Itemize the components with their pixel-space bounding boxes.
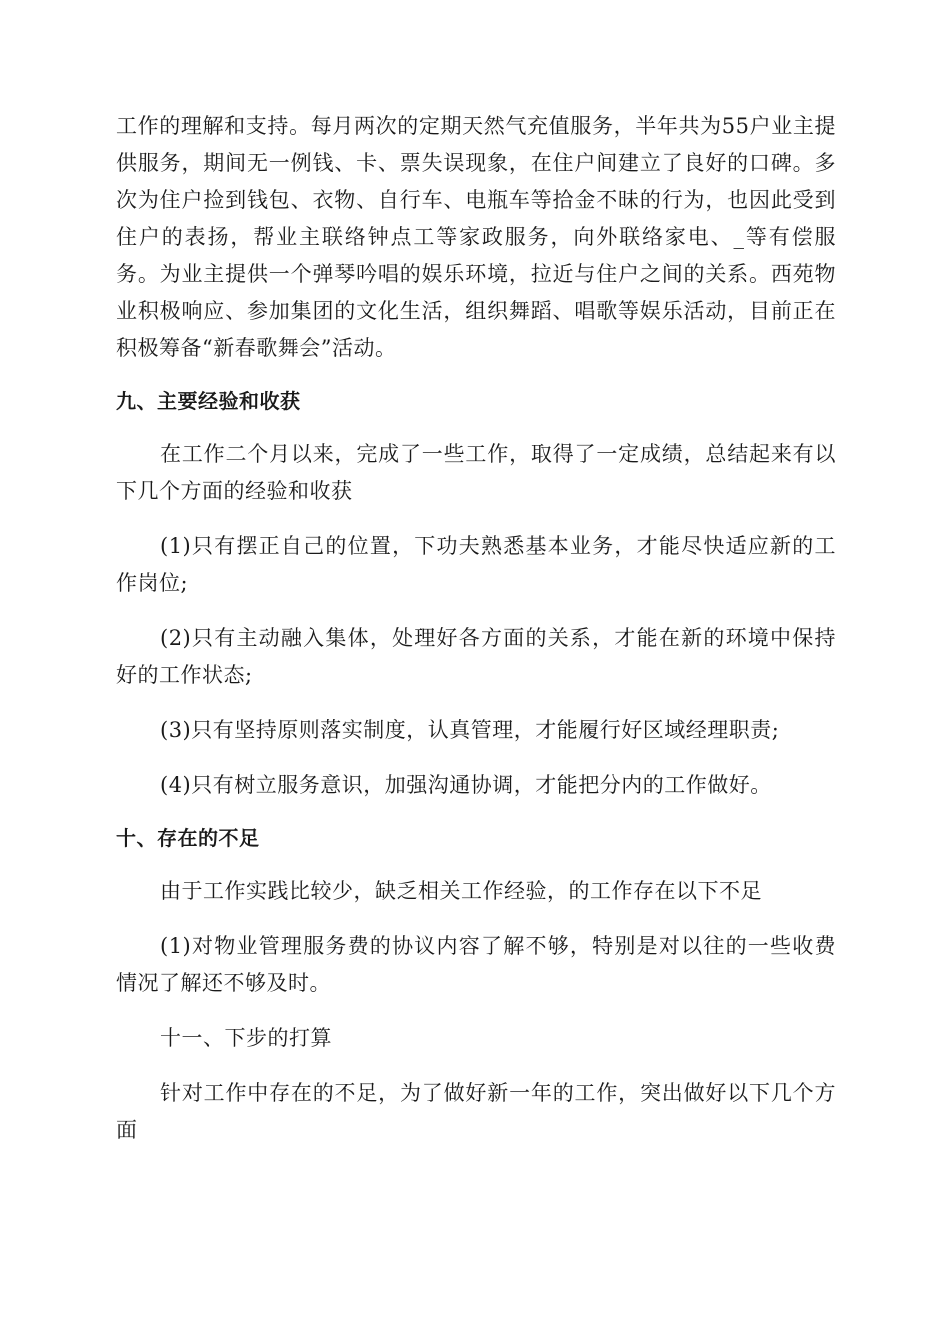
section-heading-10: 十、存在的不足 [116,826,260,850]
list-item-10-1: (1)对物业管理服务费的协议内容了解不够，特别是对以往的一些收费情况了解还不够及时。 [116,934,836,995]
section-heading-9: 九、主要经验和收获 [116,389,301,413]
list-item-9-2: (2)只有主动融入集体，处理好各方面的关系，才能在新的环境中保持好的工作状态; [116,626,836,687]
list-item-9-4: (4)只有树立服务意识，加强沟通协调，才能把分内的工作做好。 [160,773,772,797]
list-item-9-3: (3)只有坚持原则落实制度，认真管理，才能履行好区域经理职责; [160,718,780,742]
document-page [116,108,836,1149]
paragraph-9-intro: 在工作二个月以来，完成了一些工作，取得了一定成绩，总结起来有以下几个方面的经验和收获 [116,442,836,503]
paragraph-10-intro: 由于工作实践比较少，缺乏相关工作经验，的工作存在以下不足 [160,879,762,903]
list-item-9-1: (1)只有摆正自己的位置，下功夫熟悉基本业务，才能尽快适应新的工作岗位; [116,534,836,595]
paragraph-11-intro: 针对工作中存在的不足，为了做好新一年的工作，突出做好以下几个方面 [116,1081,836,1142]
section-heading-11: 十一、下步的打算 [160,1026,332,1050]
paragraph-intro: 工作的理解和支持。每月两次的定期天然气充值服务，半年共为55户业主提供服务，期间无一例钱、卡、票失误现象，在住户间建立了良好的口碑。多次为住户捡到钱包、衣物、自行车、电瓶车等拾金不昧的行为，也因此受到住户的表扬，帮业主联络钟点工等家政服务，向外联络家电、_等有偿服务。为业主提供一个弹琴吟唱的娱乐环境，拉近与住户之间的关系。西苑物业积极响应、参加集团的文化生活，组织舞蹈、唱歌等娱乐活动，目前正在积极筹备“新春歌舞会”活动。 [116,114,836,360]
